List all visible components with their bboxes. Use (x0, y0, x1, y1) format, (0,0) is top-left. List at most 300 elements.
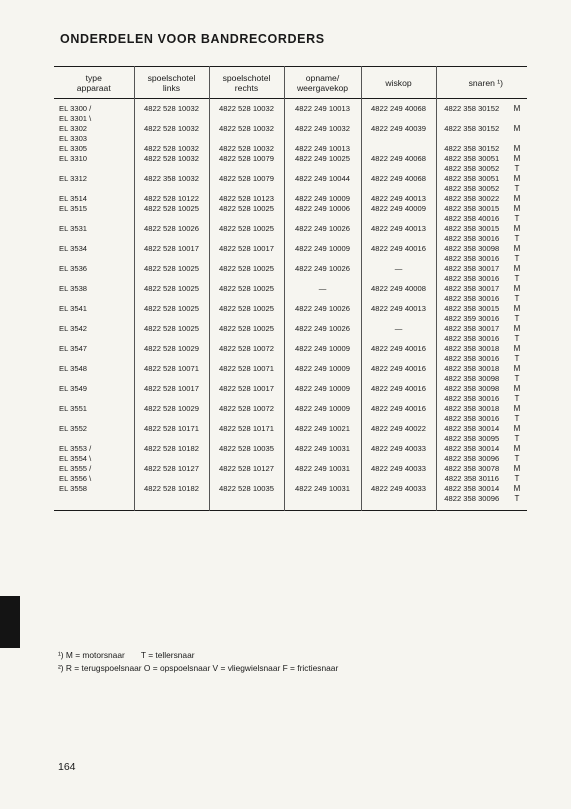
cell-value: 4822 358 30015 (444, 224, 500, 233)
cell-wiskop (361, 224, 436, 244)
cell-value: 4822 358 30016 (444, 414, 500, 423)
cell-value: EL 3551 (59, 404, 88, 413)
cell-snaren (436, 284, 507, 304)
table-row (54, 99, 527, 125)
table-row (54, 464, 527, 484)
cell-opname-weergavekop (284, 154, 361, 174)
cell-wiskop (361, 384, 436, 404)
column-header-spoelschotel-links: spoelschotel links (134, 67, 209, 99)
cell-value: 4822 528 10017 (219, 244, 274, 253)
table-row (54, 404, 527, 424)
cell-value: 4822 249 40068 (371, 174, 426, 183)
cell-value: EL 3515 (59, 204, 88, 213)
snaar-type-mark: T (514, 394, 520, 403)
cell-value: 4822 358 30016 (444, 394, 500, 403)
cell-spoelschotel-links (134, 324, 209, 344)
cell-value: 4822 358 30096 (444, 494, 500, 503)
cell-value: EL 3538 (59, 284, 88, 293)
cell-value: 4822 249 40022 (371, 424, 426, 433)
table-row (54, 174, 527, 194)
cell-snaar-type (507, 484, 527, 511)
cell-type (54, 324, 134, 344)
cell-value: 4822 358 30017 (444, 284, 500, 293)
cell-value: 4822 528 10035 (219, 484, 274, 493)
cell-snaren (436, 384, 507, 404)
cell-snaren (436, 244, 507, 264)
cell-value: 4822 358 30098 (444, 244, 500, 253)
cell-snaren (436, 404, 507, 424)
cell-wiskop (361, 404, 436, 424)
cell-snaar-type (507, 194, 527, 204)
column-header-snaren: snaren ¹) (436, 67, 507, 99)
cell-value: 4822 528 10071 (219, 364, 274, 373)
cell-value: 4822 358 30098 (444, 374, 500, 383)
cell-spoelschotel-rechts (209, 244, 284, 264)
cell-snaren (436, 304, 507, 324)
snaar-type-mark: M (513, 144, 521, 153)
cell-spoelschotel-links (134, 384, 209, 404)
cell-wiskop (361, 284, 436, 304)
snaar-type-mark: M (513, 154, 521, 163)
cell-opname-weergavekop (284, 324, 361, 344)
cell-snaren (436, 124, 507, 144)
cell-wiskop (361, 344, 436, 364)
table-body (54, 99, 527, 511)
cell-value: 4822 249 40013 (371, 304, 426, 313)
cell-wiskop (361, 324, 436, 344)
table-header-row (54, 67, 527, 99)
cell-value: 4822 358 30017 (444, 264, 500, 273)
cell-wiskop (361, 194, 436, 204)
cell-spoelschotel-links (134, 284, 209, 304)
cell-value: 4822 358 30017 (444, 324, 500, 333)
cell-wiskop (361, 464, 436, 484)
snaar-type-mark: T (514, 454, 520, 463)
cell-value: 4822 528 10017 (219, 384, 274, 393)
cell-spoelschotel-rechts (209, 174, 284, 194)
cell-value: EL 3547 (59, 344, 88, 353)
cell-value: 4822 249 40013 (371, 194, 426, 203)
cell-value: 4822 358 30022 (444, 194, 500, 203)
cell-value: 4822 528 10072 (219, 404, 274, 413)
cell-value: EL 3548 (59, 364, 88, 373)
cell-opname-weergavekop (284, 424, 361, 444)
cell-value: 4822 528 10032 (219, 144, 274, 153)
cell-spoelschotel-rechts (209, 264, 284, 284)
cell-value: 4822 528 10025 (144, 264, 199, 273)
cell-value: 4822 249 10044 (295, 174, 350, 183)
cell-value: 4822 249 10013 (295, 104, 350, 113)
cell-value: 4822 358 30014 (444, 444, 500, 453)
cell-wiskop (361, 124, 436, 144)
snaar-type-mark: M (513, 404, 521, 413)
cell-spoelschotel-rechts (209, 404, 284, 424)
cell-value: 4822 249 40013 (371, 224, 426, 233)
cell-spoelschotel-links (134, 304, 209, 324)
cell-snaar-type (507, 304, 527, 324)
snaar-type-mark: M (513, 244, 521, 253)
cell-snaar-type (507, 424, 527, 444)
snaar-type-mark: T (514, 414, 520, 423)
table-row (54, 264, 527, 284)
cell-type (54, 99, 134, 125)
cell-value: 4822 249 10009 (295, 364, 350, 373)
cell-value: 4822 358 30016 (444, 294, 500, 303)
snaar-type-mark: T (514, 234, 520, 243)
cell-snaar-type (507, 384, 527, 404)
cell-value: 4822 528 10025 (144, 304, 199, 313)
cell-opname-weergavekop (284, 384, 361, 404)
cell-type (54, 244, 134, 264)
cell-type (54, 404, 134, 424)
table-row (54, 144, 527, 154)
cell-value: 4822 249 40016 (371, 404, 426, 413)
snaar-type-mark: M (513, 384, 521, 393)
cell-spoelschotel-rechts (209, 324, 284, 344)
cell-spoelschotel-links (134, 264, 209, 284)
cell-value: — (394, 324, 403, 333)
cell-snaren (436, 154, 507, 174)
column-header-mark (507, 67, 527, 99)
cell-value: 4822 249 40033 (371, 464, 426, 473)
snaar-type-mark: M (513, 464, 521, 473)
cell-value (363, 144, 435, 154)
cell-value: 4822 358 30052 (444, 184, 500, 193)
table-row (54, 244, 527, 264)
snaar-type-mark: T (514, 434, 520, 443)
snaar-type-mark: T (514, 374, 520, 383)
cell-value: 4822 249 10013 (295, 144, 350, 153)
cell-value: EL 3302 (59, 124, 88, 133)
cell-value: 4822 359 30016 (444, 314, 500, 323)
cell-snaren (436, 174, 507, 194)
cell-opname-weergavekop (284, 444, 361, 464)
cell-value: 4822 358 30018 (444, 344, 500, 353)
snaar-type-mark: M (513, 304, 521, 313)
cell-spoelschotel-rechts (209, 444, 284, 464)
cell-value: 4822 528 10025 (219, 264, 274, 273)
cell-value: 4822 249 10026 (295, 304, 350, 313)
cell-value: EL 3554 \ (59, 454, 92, 463)
cell-value: EL 3514 (59, 194, 88, 203)
cell-spoelschotel-rechts (209, 144, 284, 154)
snaar-type-mark: M (513, 444, 521, 453)
cell-type (54, 444, 134, 464)
cell-value: 4822 528 10025 (219, 324, 274, 333)
cell-value: — (394, 264, 403, 273)
cell-type (54, 304, 134, 324)
cell-spoelschotel-links (134, 174, 209, 194)
cell-value: 4822 528 10072 (219, 344, 274, 353)
cell-value: 4822 358 30051 (444, 174, 500, 183)
cell-type (54, 124, 134, 144)
cell-snaar-type (507, 154, 527, 174)
snaar-type-mark: M (513, 104, 521, 113)
cell-type (54, 224, 134, 244)
cell-value: 4822 249 10031 (295, 444, 350, 453)
table-row (54, 344, 527, 364)
snaar-type-mark: T (514, 164, 520, 173)
column-header-spoelschotel-rechts: spoelschotel rechts (209, 67, 284, 99)
snaar-type-mark: M (513, 484, 521, 493)
snaar-type-mark: M (513, 284, 521, 293)
cell-opname-weergavekop (284, 99, 361, 125)
cell-snaren (436, 194, 507, 204)
table-row (54, 484, 527, 511)
cell-opname-weergavekop (284, 174, 361, 194)
cell-snaren (436, 344, 507, 364)
cell-value: 4822 249 10006 (295, 204, 350, 213)
cell-value: EL 3305 (59, 144, 88, 153)
snaar-type-mark: T (514, 214, 520, 223)
cell-value: 4822 528 10032 (144, 144, 199, 153)
cell-value: 4822 249 10032 (295, 124, 350, 133)
cell-wiskop (361, 484, 436, 511)
cell-spoelschotel-rechts (209, 99, 284, 125)
cell-type (54, 264, 134, 284)
cell-type (54, 464, 134, 484)
snaar-type-mark: M (513, 364, 521, 373)
cell-value: 4822 249 40016 (371, 244, 426, 253)
cell-spoelschotel-links (134, 194, 209, 204)
cell-value: EL 3301 \ (59, 114, 92, 123)
cell-snaar-type (507, 324, 527, 344)
cell-spoelschotel-links (134, 124, 209, 144)
cell-type (54, 154, 134, 174)
cell-value: 4822 528 10171 (219, 424, 274, 433)
cell-spoelschotel-rechts (209, 344, 284, 364)
cell-spoelschotel-rechts (209, 284, 284, 304)
cell-value: EL 3310 (59, 154, 88, 163)
column-header-wiskop: wiskop (361, 67, 436, 99)
cell-value: EL 3556 \ (59, 474, 92, 483)
cell-value: 4822 249 10009 (295, 344, 350, 353)
cell-value: 4822 528 10025 (219, 224, 274, 233)
cell-wiskop (361, 154, 436, 174)
cell-snaar-type (507, 284, 527, 304)
cell-value: 4822 358 30152 (444, 104, 500, 113)
cell-wiskop (361, 444, 436, 464)
footnote-1: ¹) M = motorsnaar T = tellersnaar (58, 650, 195, 660)
cell-value: 4822 358 30015 (444, 204, 500, 213)
cell-opname-weergavekop (284, 304, 361, 324)
cell-snaar-type (507, 124, 527, 144)
cell-value: 4822 528 10035 (219, 444, 274, 453)
cell-type (54, 174, 134, 194)
cell-value: 4822 358 30016 (444, 234, 500, 243)
cell-value: 4822 358 30018 (444, 404, 500, 413)
cell-spoelschotel-rechts (209, 484, 284, 511)
cell-type (54, 484, 134, 511)
cell-value: 4822 249 40039 (371, 124, 426, 133)
cell-value: 4822 528 10032 (144, 154, 199, 163)
cell-snaar-type (507, 404, 527, 424)
cell-opname-weergavekop (284, 224, 361, 244)
cell-snaren (436, 324, 507, 344)
cell-value: 4822 358 30016 (444, 254, 500, 263)
cell-value: EL 3312 (59, 174, 88, 183)
cell-value: 4822 528 10032 (219, 104, 274, 113)
cell-opname-weergavekop (284, 284, 361, 304)
cell-spoelschotel-links (134, 404, 209, 424)
cell-value: 4822 249 40016 (371, 364, 426, 373)
cell-value: 4822 249 40009 (371, 204, 426, 213)
cell-value: 4822 528 10127 (219, 464, 274, 473)
cell-value: 4822 249 10009 (295, 404, 350, 413)
cell-opname-weergavekop (284, 144, 361, 154)
cell-value: 4822 249 40033 (371, 444, 426, 453)
cell-value: 4822 249 10026 (295, 264, 350, 273)
snaar-type-mark: T (514, 474, 520, 483)
cell-opname-weergavekop (284, 264, 361, 284)
cell-wiskop (361, 244, 436, 264)
cell-wiskop (361, 144, 436, 154)
cell-value: 4822 249 10009 (295, 244, 350, 253)
cell-opname-weergavekop (284, 244, 361, 264)
snaar-type-mark: T (514, 184, 520, 193)
cell-snaar-type (507, 444, 527, 464)
cell-spoelschotel-rechts (209, 224, 284, 244)
cell-value: 4822 249 10009 (295, 384, 350, 393)
cell-spoelschotel-links (134, 244, 209, 264)
snaar-type-mark: M (513, 224, 521, 233)
page-edge-tab (0, 596, 20, 648)
cell-wiskop (361, 204, 436, 224)
cell-type (54, 144, 134, 154)
cell-value: EL 3555 / (59, 464, 92, 473)
cell-value: 4822 358 30051 (444, 154, 500, 163)
cell-opname-weergavekop (284, 124, 361, 144)
cell-wiskop (361, 99, 436, 125)
cell-value: 4822 528 10182 (144, 484, 199, 493)
cell-wiskop (361, 424, 436, 444)
cell-value: 4822 528 10017 (144, 244, 199, 253)
cell-value: 4822 358 30016 (444, 334, 500, 343)
cell-value: EL 3303 (59, 134, 88, 143)
cell-opname-weergavekop (284, 364, 361, 384)
cell-value: EL 3541 (59, 304, 88, 313)
cell-value: 4822 358 10032 (144, 174, 199, 183)
table-row (54, 124, 527, 144)
snaar-type-mark: T (514, 334, 520, 343)
table-row (54, 154, 527, 174)
cell-spoelschotel-rechts (209, 204, 284, 224)
cell-value: 4822 358 30098 (444, 384, 500, 393)
cell-snaar-type (507, 464, 527, 484)
cell-snaar-type (507, 99, 527, 125)
page-title: ONDERDELEN VOOR BANDRECORDERS (60, 32, 325, 46)
cell-snaren (436, 364, 507, 384)
cell-value: 4822 528 10029 (144, 344, 199, 353)
cell-value: 4822 249 10025 (295, 154, 350, 163)
cell-value: 4822 528 10025 (144, 324, 199, 333)
cell-value: EL 3542 (59, 324, 88, 333)
cell-opname-weergavekop (284, 404, 361, 424)
cell-wiskop (361, 304, 436, 324)
cell-snaren (436, 484, 507, 511)
cell-value: 4822 358 30014 (444, 424, 500, 433)
cell-value: 4822 528 10032 (144, 124, 199, 133)
cell-snaar-type (507, 344, 527, 364)
cell-snaren (436, 224, 507, 244)
cell-value: 4822 528 10029 (144, 404, 199, 413)
parts-table (54, 66, 527, 511)
cell-type (54, 194, 134, 204)
cell-value: 4822 249 40016 (371, 344, 426, 353)
cell-value: 4822 528 10032 (219, 124, 274, 133)
cell-spoelschotel-links (134, 344, 209, 364)
cell-value: 4822 249 40008 (371, 284, 426, 293)
cell-value: 4822 358 30152 (444, 144, 500, 153)
cell-value: EL 3558 (59, 484, 88, 493)
cell-value: 4822 249 10031 (295, 484, 350, 493)
cell-value: 4822 528 10182 (144, 444, 199, 453)
snaar-type-mark: M (513, 264, 521, 273)
snaar-type-mark: T (514, 254, 520, 263)
snaar-type-mark: M (513, 424, 521, 433)
table-row (54, 194, 527, 204)
cell-value: 4822 528 10025 (219, 204, 274, 213)
snaar-type-mark: M (513, 174, 521, 183)
cell-value: 4822 528 10071 (144, 364, 199, 373)
cell-value: 4822 249 10021 (295, 424, 350, 433)
cell-opname-weergavekop (284, 464, 361, 484)
cell-value: 4822 358 30152 (444, 124, 500, 133)
cell-snaar-type (507, 224, 527, 244)
cell-value: 4822 358 30078 (444, 464, 500, 473)
cell-value: EL 3549 (59, 384, 88, 393)
table-row (54, 384, 527, 404)
cell-value: 4822 249 10009 (295, 194, 350, 203)
cell-value: 4822 528 10127 (144, 464, 199, 473)
cell-snaren (436, 204, 507, 224)
cell-value: 4822 358 30016 (444, 354, 500, 363)
cell-value: 4822 528 10171 (144, 424, 199, 433)
cell-value: 4822 249 40033 (371, 484, 426, 493)
cell-value: EL 3536 (59, 264, 88, 273)
cell-snaren (436, 99, 507, 125)
table-row (54, 224, 527, 244)
cell-snaren (436, 144, 507, 154)
cell-value: 4822 528 10017 (144, 384, 199, 393)
cell-spoelschotel-rechts (209, 384, 284, 404)
cell-value: 4822 358 30052 (444, 164, 500, 173)
table-row (54, 424, 527, 444)
cell-spoelschotel-links (134, 99, 209, 125)
snaar-type-mark: T (514, 294, 520, 303)
cell-value: 4822 249 10026 (295, 324, 350, 333)
cell-value: 4822 528 10122 (144, 194, 199, 203)
cell-spoelschotel-rechts (209, 424, 284, 444)
cell-value: EL 3552 (59, 424, 88, 433)
cell-snaar-type (507, 244, 527, 264)
cell-type (54, 424, 134, 444)
cell-spoelschotel-links (134, 464, 209, 484)
cell-value: 4822 249 10031 (295, 464, 350, 473)
page-number: 164 (58, 761, 76, 773)
cell-opname-weergavekop (284, 484, 361, 511)
cell-wiskop (361, 264, 436, 284)
cell-spoelschotel-links (134, 224, 209, 244)
cell-spoelschotel-rechts (209, 124, 284, 144)
cell-spoelschotel-links (134, 154, 209, 174)
snaar-type-mark: T (514, 314, 520, 323)
snaar-type-mark: M (513, 324, 521, 333)
cell-value: 4822 358 30096 (444, 454, 500, 463)
cell-value: 4822 358 30014 (444, 484, 500, 493)
cell-value: 4822 528 10123 (219, 194, 274, 203)
cell-value: 4822 528 10025 (219, 304, 274, 313)
